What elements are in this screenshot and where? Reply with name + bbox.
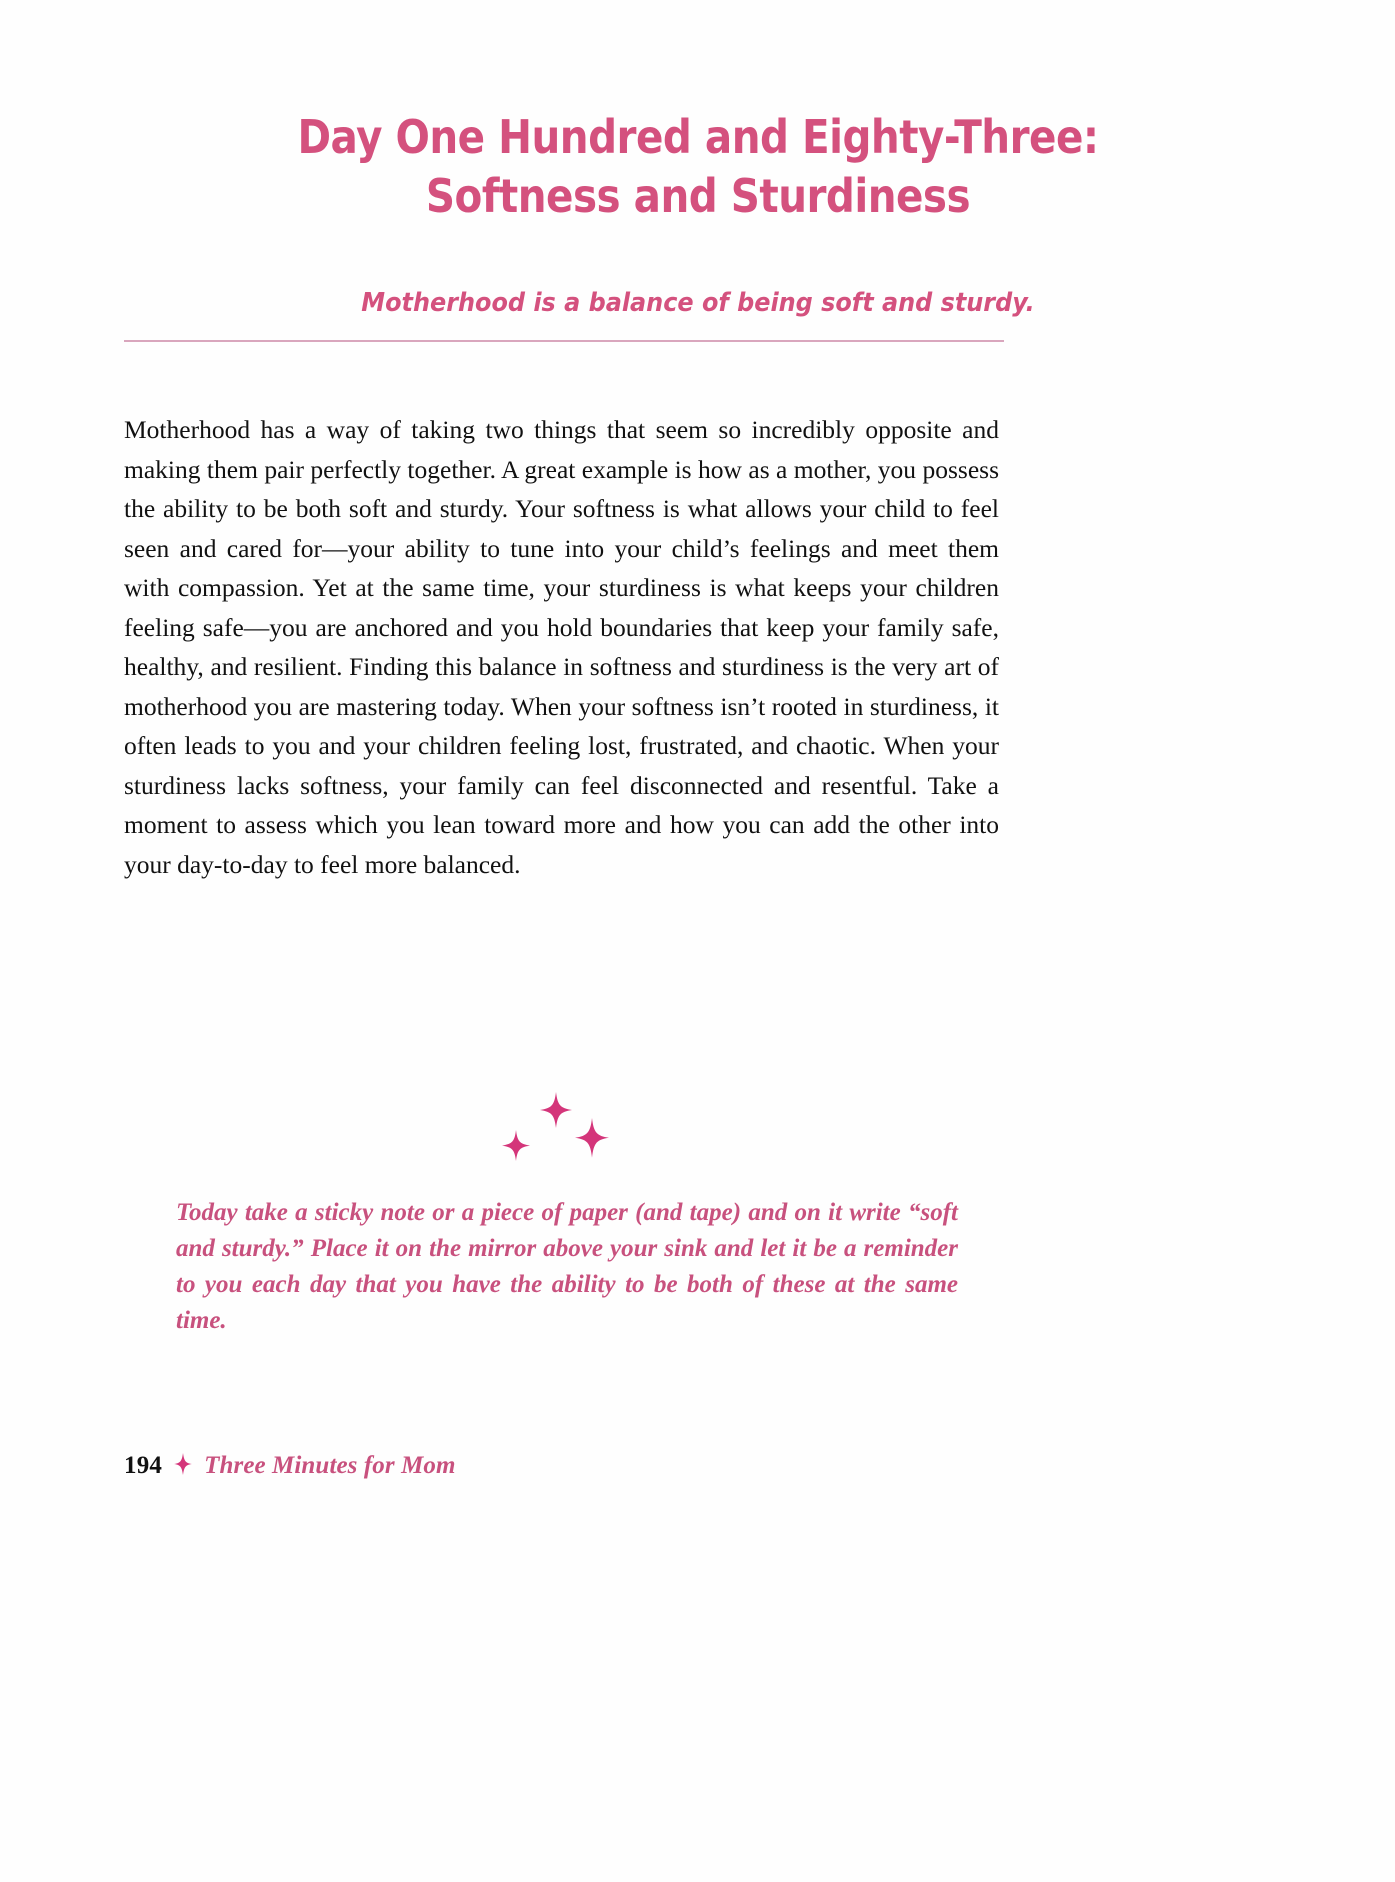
page-title-line-1: Day One Hundred and Eighty-Three: [297,110,1099,164]
four-point-star-icon [173,1452,193,1480]
page-subtitle: Motherhood is a balance of being soft and sturdy. [361,288,1035,318]
page-footer [124,1452,456,1480]
page-title-line-2: Softness and Sturdiness [425,168,971,223]
page-title [214,108,1182,226]
sparkle-stars-icon [498,1088,628,1178]
page-number: 194 [124,1452,163,1479]
book-title: Three Minutes for Mom [204,1452,456,1479]
body-paragraph: Motherhood has a way of taking two things that seem so incredibly opposite and making them pair perfectly together. A great example is how as a mother, you possess the ability to be both soft and sturdy. Your softness is what allows your child to feel seen and cared for—your ability to tune into your child’s feelings and meet them with compassion. Yet at the same time, your sturdiness is what keeps your children feeling safe—you are anchored and you hold boundaries that keep your family safe, healthy, and resilient. Finding this balance in softness and sturdiness is the very art of motherhood you are mastering today. When your softness isn’t rooted in sturdiness, it often leads to you and your children feeling lost, frustrated, and chaotic. When your sturdiness lacks softness, your family can feel disconnected and resentful. Take a moment to assess which you lean toward more and how you can add the other into your day-to-day to feel more balanced. [124,415,999,879]
action-prompt: Today take a sticky note or a piece of paper (and tape) and on it write “soft and sturdy.” Place it on the mirror above your sink and let it be a reminder to you each day that you have the ability to be both of these at the same time. [176,1199,958,1334]
divider-rule [124,340,1004,342]
